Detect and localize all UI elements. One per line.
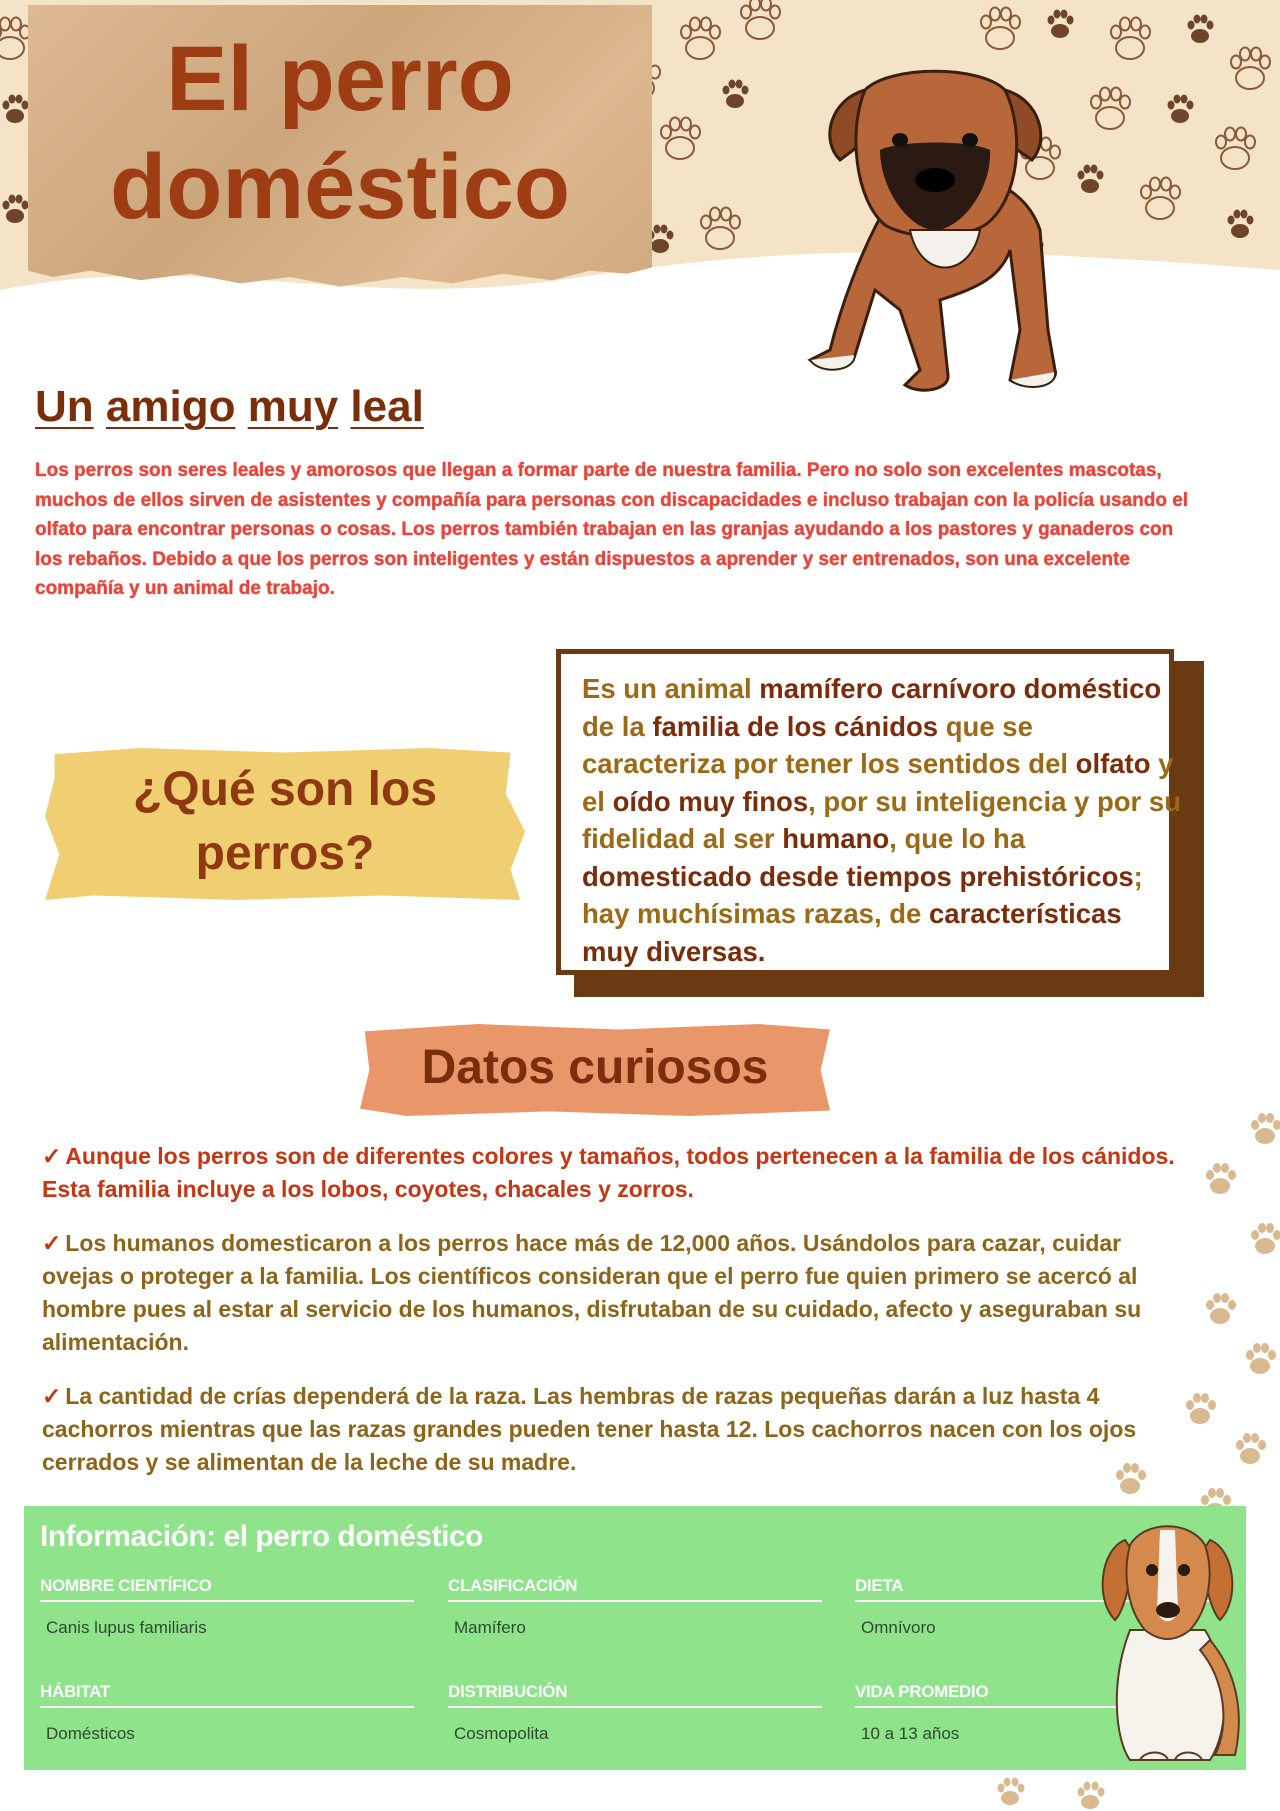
definition-fragment: , por su inteligencia y por su fidelidad al ser (582, 785, 1181, 854)
info-panel-title: Información: el perro doméstico (40, 1520, 483, 1553)
what-are-dogs-heading (45, 758, 525, 886)
info-value: 10 a 13 años (861, 1724, 960, 1743)
what-are-line-2: perros? (195, 827, 375, 880)
info-panel (24, 1506, 1246, 1770)
info-cell-habitat (40, 1682, 414, 1744)
definition-highlight: humano (782, 823, 890, 854)
heading-word: leal (350, 382, 424, 431)
info-label: DIETA (855, 1576, 1229, 1602)
fact-text: La cantidad de crías dependerá de la raza. Las hembras de razas pequeñas darán a luz hasta 4 cachorros mientras que las razas grandes pueden tener hasta 12. Los cachorros nacen con los ojos cerrados y se alimentan de la leche de su madre. (42, 1383, 1137, 1475)
paw-print-trail (1100, 1110, 1280, 1530)
definition-highlight: características muy diversas. (582, 898, 1122, 967)
info-label: CLASIFICACIÓN (448, 1576, 822, 1602)
check-icon: ✓ (42, 1383, 62, 1409)
beagle-illustration (1090, 1510, 1250, 1766)
info-cell-scientific-name (40, 1576, 414, 1638)
definition-text (582, 670, 1182, 970)
fact-text: Aunque los perros son de diferentes colores y tamaños, todos pertenecen a la familia de los cánidos. Esta familia incluye a los lobos, coyotes, chacales y zorros. (42, 1143, 1175, 1202)
info-value: Omnívoro (861, 1618, 936, 1637)
definition-fragment: de la (582, 710, 653, 742)
definition-fragment: Es un animal (582, 673, 760, 704)
page-title (28, 25, 652, 241)
definition-highlight: familia de los cánidos (652, 710, 939, 742)
definition-fragment: y el (582, 748, 1174, 817)
section-heading-loyal-friend (35, 382, 424, 432)
info-cell-classification (448, 1576, 822, 1638)
heading-word: amigo (105, 382, 236, 431)
info-value: Domésticos (46, 1724, 135, 1743)
definition-highlight: olfato (1075, 748, 1151, 779)
info-value: Cosmopolita (454, 1724, 549, 1743)
fact-text: Los humanos domesticaron a los perros hace más de 12,000 años. Usándolos para cazar, cuidar ovejas o proteger a la familia. Los científicos consideran que el perro fue quien primero se acercó al hombre pues al estar al servicio de los humanos, disfrutaban de su cuidado, afecto y aseguraban su alimentación. (42, 1230, 1142, 1355)
facts-list (42, 1140, 1192, 1500)
definition-fragment: que se caracteriza por tener los sentidos del (582, 710, 1076, 779)
heading-word: Un (35, 382, 94, 431)
curious-facts-heading: Datos curiosos (421, 1041, 769, 1094)
info-label: DISTRIBUCIÓN (448, 1682, 822, 1708)
fact-item (42, 1380, 1192, 1479)
info-label: HÁBITAT (40, 1682, 414, 1708)
info-label: VIDA PROMEDIO (855, 1682, 1229, 1708)
paw-print-trail-bottom (960, 1770, 1280, 1811)
fact-item (42, 1227, 1192, 1359)
info-value: Canis lupus familiaris (46, 1618, 207, 1637)
intro-paragraph: Los perros son seres leales y amorosos que llegan a formar parte de nuestra familia. Pero no solo son excelentes mascotas, muchos de ellos sirven de asistentes y compañía para personas con discapacidades e incluso trabajan con la policía usando el olfato para encontrar personas o cosas. Los perros también trabajan en las granjas ayudando a los pastores y ganaderos con los rebaños. Debido a que los perros son inteligentes y están dispuestos a aprender y ser entrenados, son una excelente compañía y un animal de trabajo. (35, 460, 1189, 599)
definition-highlight: domesticado desde tiempos prehistóricos (582, 860, 1134, 892)
heading-word: muy (247, 382, 339, 431)
boxer-puppy-illustration (770, 50, 1110, 420)
what-are-line-1: ¿Qué son los (132, 763, 438, 816)
definition-fragment: ; hay muchísimas razas, de (582, 860, 1143, 929)
info-label: NOMBRE CIENTÍFICO (40, 1576, 414, 1602)
check-icon: ✓ (42, 1230, 62, 1256)
info-cell-distribution (448, 1682, 822, 1744)
definition-highlight: mamífero carnívoro doméstico (759, 673, 1162, 704)
title-line-1: El perro (166, 28, 514, 130)
check-icon: ✓ (42, 1143, 62, 1169)
fact-item (42, 1140, 1192, 1206)
definition-fragment: , que lo ha (889, 823, 1026, 854)
definition-highlight: oído muy finos (612, 785, 809, 817)
info-value: Mamífero (454, 1618, 526, 1637)
title-line-2: doméstico (109, 136, 571, 238)
